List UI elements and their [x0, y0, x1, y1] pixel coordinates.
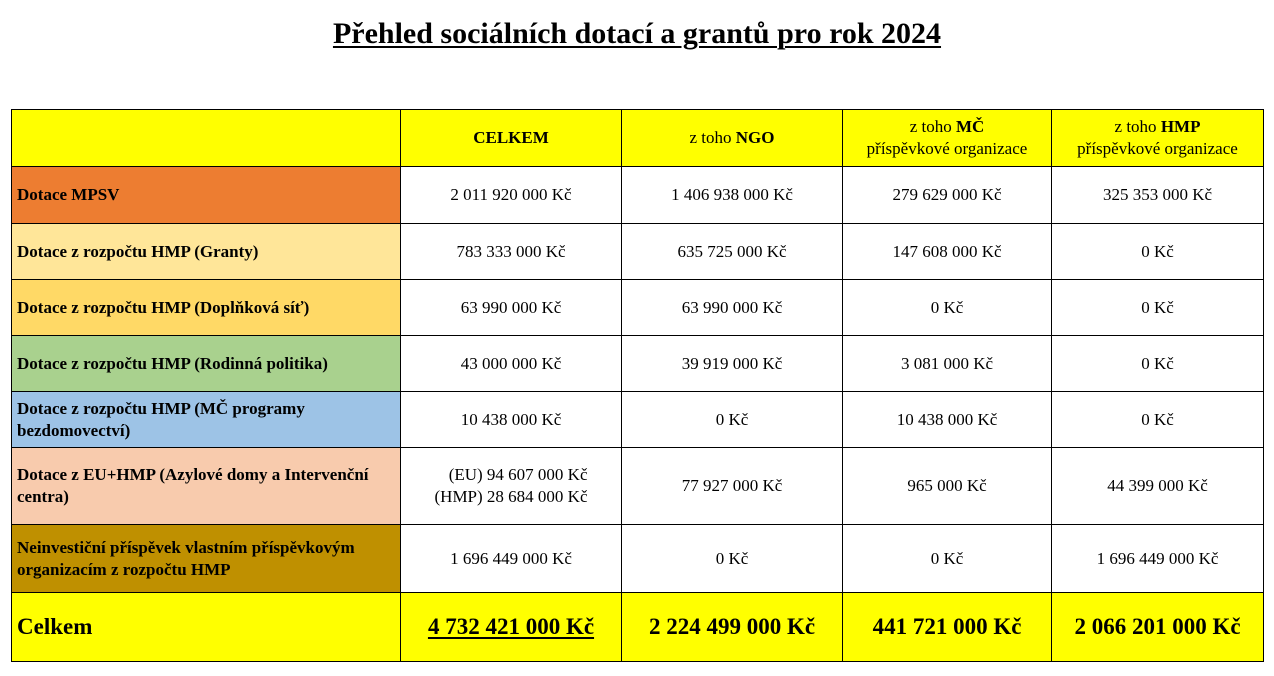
total-label: Celkem	[12, 593, 401, 662]
row-label: Dotace z EU+HMP (Azylové domy a Intervenční centra)	[12, 448, 401, 525]
cell-celkem-hmp: (HMP) 28 684 000 Kč	[434, 487, 588, 506]
cell-hmp: 0 Kč	[1052, 336, 1264, 392]
row-label: Dotace z rozpočtu HMP (Doplňková síť)	[12, 280, 401, 336]
row-label: Dotace z rozpočtu HMP (MČ programy bezdomovectví)	[12, 392, 401, 448]
cell-hmp: 0 Kč	[1052, 280, 1264, 336]
table-row	[12, 392, 1264, 448]
total-row	[12, 593, 1264, 662]
cell-mc: 0 Kč	[843, 280, 1052, 336]
table-row	[12, 525, 1264, 593]
grants-table	[11, 109, 1264, 662]
cell-celkem: 63 990 000 Kč	[401, 280, 622, 336]
row-label: Dotace MPSV	[12, 167, 401, 224]
page-title: Přehled sociálních dotací a grantů pro rok 2024	[332, 17, 942, 50]
cell-celkem: 2 011 920 000 Kč	[401, 167, 622, 224]
row-label: Dotace z rozpočtu HMP (Granty)	[12, 224, 401, 280]
cell-hmp: 1 696 449 000 Kč	[1052, 525, 1264, 593]
cell-ngo: 39 919 000 Kč	[622, 336, 843, 392]
header-celkem: CELKEM	[401, 110, 622, 167]
cell-ngo: 1 406 938 000 Kč	[622, 167, 843, 224]
cell-mc: 0 Kč	[843, 525, 1052, 593]
cell-ngo: 0 Kč	[622, 525, 843, 593]
header-mc: z toho MČ příspěvkové organizace	[843, 110, 1052, 167]
header-ngo: z toho NGO	[622, 110, 843, 167]
cell-mc: 3 081 000 Kč	[843, 336, 1052, 392]
cell-celkem: 1 696 449 000 Kč	[401, 525, 622, 593]
cell-hmp: 0 Kč	[1052, 392, 1264, 448]
cell-mc: 965 000 Kč	[843, 448, 1052, 525]
cell-mc: 279 629 000 Kč	[843, 167, 1052, 224]
table-header-row	[12, 110, 1264, 167]
cell-hmp: 0 Kč	[1052, 224, 1264, 280]
table-row	[12, 167, 1264, 224]
cell-hmp: 44 399 000 Kč	[1052, 448, 1264, 525]
row-label: Neinvestiční příspěvek vlastním příspěvkovým organizacím z rozpočtu HMP	[12, 525, 401, 593]
total-celkem: 4 732 421 000 Kč	[401, 593, 622, 662]
table-row	[12, 336, 1264, 392]
total-ngo: 2 224 499 000 Kč	[622, 593, 843, 662]
cell-celkem-eu: (EU) 94 607 000 Kč	[448, 465, 588, 484]
total-hmp: 2 066 201 000 Kč	[1052, 593, 1264, 662]
cell-ngo: 0 Kč	[622, 392, 843, 448]
table-row	[12, 280, 1264, 336]
cell-ngo: 63 990 000 Kč	[622, 280, 843, 336]
total-mc: 441 721 000 Kč	[843, 593, 1052, 662]
cell-celkem: 10 438 000 Kč	[401, 392, 622, 448]
cell-hmp: 325 353 000 Kč	[1052, 167, 1264, 224]
cell-celkem	[401, 448, 622, 525]
cell-celkem: 783 333 000 Kč	[401, 224, 622, 280]
row-label: Dotace z rozpočtu HMP (Rodinná politika)	[12, 336, 401, 392]
cell-ngo: 635 725 000 Kč	[622, 224, 843, 280]
table-row	[12, 448, 1264, 525]
cell-mc: 10 438 000 Kč	[843, 392, 1052, 448]
cell-celkem: 43 000 000 Kč	[401, 336, 622, 392]
cell-ngo: 77 927 000 Kč	[622, 448, 843, 525]
cell-mc: 147 608 000 Kč	[843, 224, 1052, 280]
table-row	[12, 224, 1264, 280]
header-empty-cell	[12, 110, 401, 167]
header-hmp: z toho HMP příspěvkové organizace	[1052, 110, 1264, 167]
